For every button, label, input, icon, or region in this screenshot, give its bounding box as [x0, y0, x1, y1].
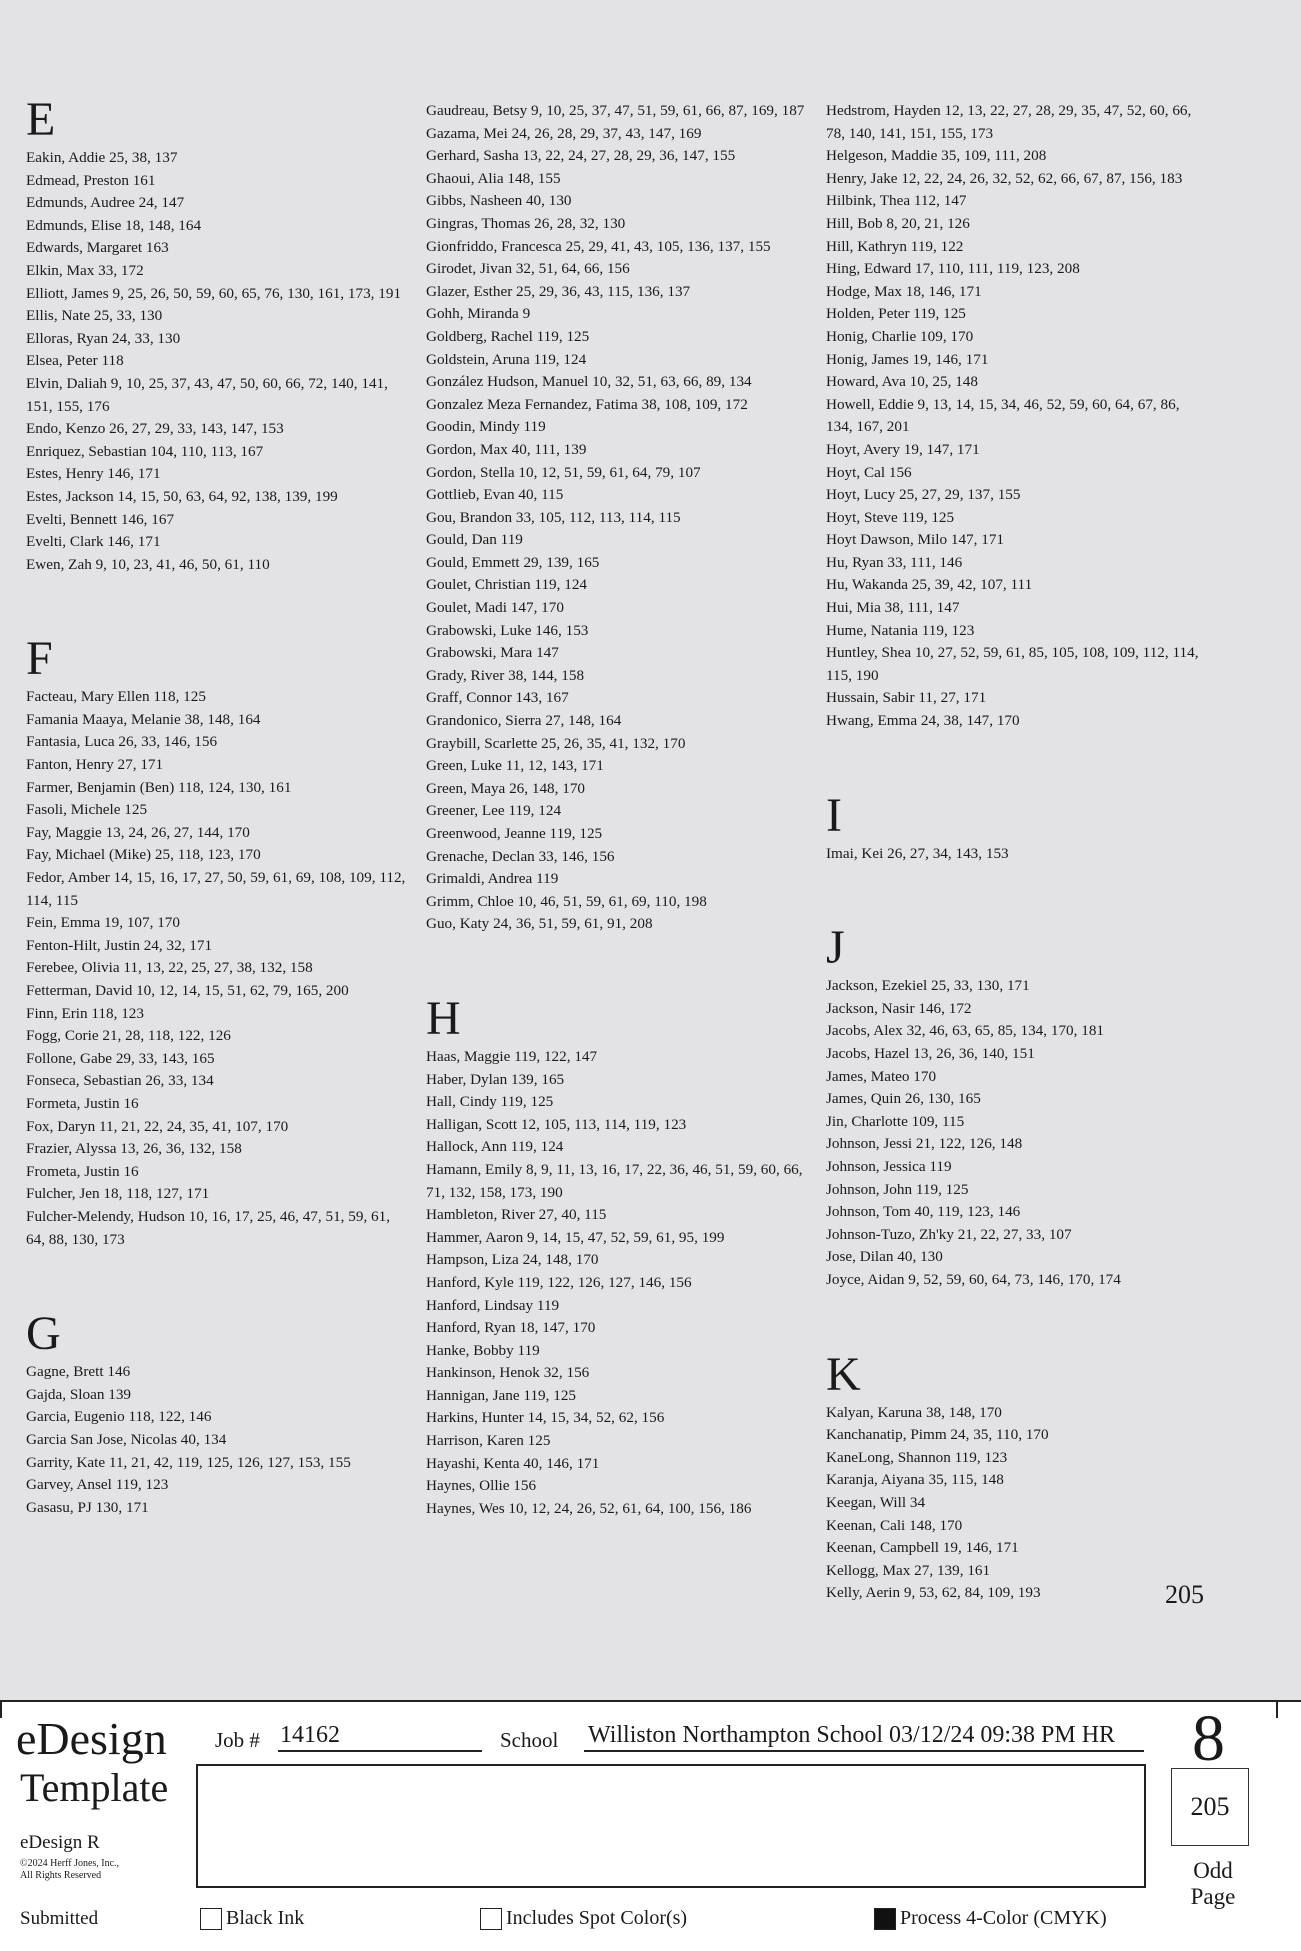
- index-entry: Hill, Kathryn 119, 122: [826, 237, 964, 255]
- section-letter: K: [826, 1347, 861, 1401]
- index-entry: Fulcher, Jen 18, 118, 127, 171: [26, 1185, 210, 1203]
- index-entry: Fogg, Corie 21, 28, 118, 122, 126: [26, 1027, 231, 1045]
- index-entry: Gaudreau, Betsy 9, 10, 25, 37, 47, 51, 59, 61, 66, 87, 169, 187: [426, 102, 805, 119]
- cmyk-checkbox[interactable]: [874, 1908, 896, 1930]
- index-section: [426, 991, 806, 1520]
- index-entry: Jackson, Nasir 146, 172: [826, 999, 972, 1017]
- index-entry: Ghaoui, Alia 148, 155: [426, 169, 561, 187]
- index-entry: Hankinson, Henok 32, 156: [426, 1364, 590, 1382]
- index-entry: Hayashi, Kenta 40, 146, 171: [426, 1454, 600, 1472]
- index-entry: Jackson, Ezekiel 25, 33, 130, 171: [826, 977, 1030, 995]
- index-entry: Frazier, Alyssa 13, 26, 36, 132, 158: [26, 1140, 242, 1158]
- school-label: School: [500, 1728, 559, 1752]
- index-entry: Fay, Maggie 13, 24, 26, 27, 144, 170: [26, 823, 250, 841]
- index-entry: Johnson, Tom 40, 119, 123, 146: [826, 1203, 1021, 1221]
- index-entry: Gohh, Miranda 9: [426, 305, 531, 323]
- school-field[interactable]: Williston Northampton School 03/12/24 09:38 PM HR: [588, 1722, 1116, 1748]
- index-entry: Finn, Erin 118, 123: [26, 1004, 144, 1022]
- index-column-2: [426, 100, 806, 1578]
- school-underline: [584, 1750, 1144, 1752]
- index-section: [426, 100, 806, 936]
- index-entry: Hwang, Emma 24, 38, 147, 170: [826, 712, 1020, 730]
- job-underline: [278, 1750, 482, 1752]
- black-ink-label: Black Ink: [226, 1907, 305, 1929]
- index-entry: Imai, Kei 26, 27, 34, 143, 153: [826, 844, 1009, 862]
- black-ink-checkbox[interactable]: [200, 1908, 222, 1930]
- index-entry: Haynes, Wes 10, 12, 24, 26, 52, 61, 64, 100, 156, 186: [426, 1499, 752, 1517]
- copyright-line-1: ©2024 Herff Jones, Inc.,: [20, 1858, 120, 1869]
- index-entry: Hoyt, Steve 119, 125: [826, 508, 955, 526]
- spot-color-checkbox[interactable]: [480, 1908, 502, 1930]
- index-entry: Jin, Charlotte 109, 115: [826, 1112, 965, 1130]
- index-entry: Hampson, Liza 24, 148, 170: [426, 1251, 599, 1269]
- cmyk-label: Process 4-Color (CMYK): [900, 1907, 1107, 1929]
- index-entry: Goodin, Mindy 119: [426, 418, 546, 436]
- index-entry: Garrity, Kate 11, 21, 42, 119, 125, 126, 127, 153, 155: [26, 1453, 351, 1471]
- page-number-box: 205: [1171, 1768, 1249, 1846]
- index-entry: Hanford, Ryan 18, 147, 170: [426, 1319, 596, 1337]
- index-section: [826, 923, 1206, 1291]
- index-entry: Goulet, Christian 119, 124: [426, 576, 588, 594]
- index-section: [26, 95, 406, 576]
- index-entry: Grenache, Declan 33, 146, 156: [426, 847, 615, 865]
- odd-page-line-1: Odd: [1193, 1858, 1233, 1883]
- submitted-label: Submitted: [20, 1908, 99, 1929]
- index-entry: Gagne, Brett 146: [26, 1363, 131, 1381]
- index-entry: Gionfriddo, Francesca 25, 29, 41, 43, 105, 136, 137, 155: [426, 237, 771, 255]
- index-entry: Johnson, John 119, 125: [826, 1180, 969, 1198]
- index-entry: Harrison, Karen 125: [426, 1432, 551, 1450]
- index-entry: Edwards, Margaret 163: [26, 239, 169, 257]
- index-entry: Grimm, Chloe 10, 46, 51, 59, 61, 69, 110, 198: [426, 892, 707, 910]
- index-entry: Gonzalez Meza Fernandez, Fatima 38, 108, 109, 172: [426, 395, 748, 413]
- index-entry: Edmead, Preston 161: [26, 171, 156, 189]
- index-entry: Howell, Eddie 9, 13, 14, 15, 34, 46, 52, 59, 60, 64, 67, 86, 134, 167, 201: [826, 395, 1180, 436]
- index-entry: Kellogg, Max 27, 139, 161: [826, 1561, 991, 1579]
- index-entry: Elkin, Max 33, 172: [26, 261, 144, 279]
- index-entry: Garcia, Eugenio 118, 122, 146: [26, 1408, 212, 1426]
- index-entry: Hanford, Lindsay 119: [426, 1296, 560, 1314]
- index-entry: Kanchanatip, Pimm 24, 35, 110, 170: [826, 1426, 1049, 1444]
- index-entry: Facteau, Mary Ellen 118, 125: [26, 688, 206, 706]
- index-entry: Hanford, Kyle 119, 122, 126, 127, 146, 156: [426, 1273, 692, 1291]
- edesign-footer: [0, 1700, 1301, 1951]
- index-entry: Hodge, Max 18, 146, 171: [826, 282, 982, 300]
- index-column-1: [26, 95, 406, 1577]
- spot-color-label: Includes Spot Color(s): [506, 1907, 688, 1929]
- index-entry: Gould, Dan 119: [426, 531, 523, 549]
- index-entry: Hannigan, Jane 119, 125: [426, 1386, 577, 1404]
- index-entry: Fedor, Amber 14, 15, 16, 17, 27, 50, 59, 61, 69, 108, 109, 112, 114, 115: [26, 869, 406, 909]
- index-entry: Hoyt, Lucy 25, 27, 29, 137, 155: [826, 486, 1021, 504]
- index-section: [826, 788, 1206, 866]
- index-column-3: [826, 100, 1206, 1663]
- signature-number: 8: [1192, 1702, 1225, 1775]
- section-letter: E: [26, 93, 56, 146]
- index-entry: Henry, Jake 12, 22, 24, 26, 32, 52, 62, 66, 67, 87, 156, 183: [826, 169, 1183, 187]
- index-entry: González Hudson, Manuel 10, 32, 51, 63, 66, 89, 134: [426, 373, 752, 391]
- index-entry: Estes, Jackson 14, 15, 50, 63, 64, 92, 138, 139, 199: [26, 487, 338, 505]
- index-entry: Hoyt Dawson, Milo 147, 171: [826, 531, 1005, 549]
- index-entry: Gibbs, Nasheen 40, 130: [426, 192, 572, 210]
- section-letter: H: [426, 991, 461, 1045]
- index-entry: Goulet, Madi 147, 170: [426, 599, 564, 617]
- index-entry: Fenton-Hilt, Justin 24, 32, 171: [26, 936, 213, 954]
- section-letter: I: [826, 788, 842, 842]
- index-entry: Green, Luke 11, 12, 143, 171: [426, 757, 604, 775]
- index-entry: Formeta, Justin 16: [26, 1094, 139, 1112]
- index-entry: Helgeson, Maddie 35, 109, 111, 208: [826, 147, 1047, 165]
- index-entry: Gingras, Thomas 26, 28, 32, 130: [426, 214, 626, 232]
- brand-edesign: eDesign: [16, 1713, 167, 1764]
- index-entry: Hanke, Bobby 119: [426, 1341, 540, 1359]
- index-entry: Gottlieb, Evan 40, 115: [426, 486, 564, 504]
- index-entry: Gordon, Stella 10, 12, 51, 59, 61, 64, 79, 107: [426, 463, 701, 481]
- index-entry: Hallock, Ann 119, 124: [426, 1138, 564, 1156]
- index-section: [26, 634, 406, 1251]
- index-entry: Hu, Ryan 33, 111, 146: [826, 553, 963, 571]
- index-entry: Edmunds, Elise 18, 148, 164: [26, 216, 202, 234]
- index-entry: Elsea, Peter 118: [26, 352, 124, 370]
- index-entry: Green, Maya 26, 148, 170: [426, 779, 586, 797]
- index-entry: Endo, Kenzo 26, 27, 29, 33, 143, 147, 153: [26, 420, 284, 438]
- index-entry: Glazer, Esther 25, 29, 36, 43, 115, 136, 137: [426, 282, 691, 300]
- copyright: [20, 1858, 160, 1882]
- index-entry: Fasoli, Michele 125: [26, 801, 148, 819]
- index-entry: Karanja, Aiyana 35, 115, 148: [826, 1471, 1004, 1489]
- footer-top-rule: [0, 1700, 1301, 1702]
- index-entry: Fonseca, Sebastian 26, 33, 134: [26, 1072, 214, 1090]
- index-entry: Hui, Mia 38, 111, 147: [826, 599, 960, 617]
- index-entry: Hilbink, Thea 112, 147: [826, 192, 967, 210]
- index-entry: Fox, Daryn 11, 21, 22, 24, 35, 41, 107, 170: [26, 1117, 289, 1135]
- index-entry: Hall, Cindy 119, 125: [426, 1093, 554, 1111]
- index-entry: Goldberg, Rachel 119, 125: [426, 327, 590, 345]
- index-entry: Honig, Charlie 109, 170: [826, 327, 974, 345]
- index-entry: Jacobs, Alex 32, 46, 63, 65, 85, 134, 170, 181: [826, 1022, 1105, 1040]
- index-entry: Hambleton, River 27, 40, 115: [426, 1206, 607, 1224]
- index-entry: Grabowski, Mara 147: [426, 644, 559, 662]
- index-entry: Edmunds, Audree 24, 147: [26, 194, 185, 212]
- index-entry: Hoyt, Avery 19, 147, 171: [826, 440, 980, 458]
- section-letter: F: [26, 632, 53, 686]
- index-entry: Enriquez, Sebastian 104, 110, 113, 167: [26, 442, 264, 460]
- index-entry: Kalyan, Karuna 38, 148, 170: [826, 1403, 1002, 1421]
- index-entry: Follone, Gabe 29, 33, 143, 165: [26, 1049, 215, 1067]
- copyright-line-2: All Rights Reserved: [20, 1870, 102, 1881]
- notes-box[interactable]: [196, 1764, 1146, 1888]
- index-entry: Famania Maaya, Melanie 38, 148, 164: [26, 710, 261, 728]
- index-entry: Ewen, Zah 9, 10, 23, 41, 46, 50, 61, 110: [26, 555, 270, 573]
- index-entry: Elloras, Ryan 24, 33, 130: [26, 329, 181, 347]
- index-entry: Guo, Katy 24, 36, 51, 59, 61, 91, 208: [426, 915, 653, 933]
- index-entry: Honig, James 19, 146, 171: [826, 350, 989, 368]
- index-entry: James, Mateo 170: [826, 1067, 937, 1085]
- crop-mark-left: [0, 1700, 2, 1718]
- index-entry: Eakin, Addie 25, 38, 137: [26, 149, 178, 166]
- index-entry: Haber, Dylan 139, 165: [426, 1070, 565, 1088]
- index-entry: Elliott, James 9, 25, 26, 50, 59, 60, 65, 76, 130, 161, 173, 191: [26, 284, 402, 302]
- index-entry: Farmer, Benjamin (Ben) 118, 124, 130, 161: [26, 778, 292, 796]
- index-entry: Hammer, Aaron 9, 14, 15, 47, 52, 59, 61, 95, 199: [426, 1228, 725, 1246]
- index-entry: Frometa, Justin 16: [26, 1162, 139, 1180]
- odd-page-label: [1180, 1858, 1246, 1910]
- index-entry: Hu, Wakanda 25, 39, 42, 107, 111: [826, 576, 1033, 594]
- index-entry: Graybill, Scarlette 25, 26, 35, 41, 132, 170: [426, 734, 686, 752]
- section-letter: G: [26, 1307, 61, 1361]
- index-entry: James, Quin 26, 130, 165: [826, 1090, 981, 1108]
- index-entry: Gordon, Max 40, 111, 139: [426, 440, 587, 458]
- index-entry: Ellis, Nate 25, 33, 130: [26, 307, 163, 325]
- index-entry: Gerhard, Sasha 13, 22, 24, 27, 28, 29, 36, 147, 155: [426, 147, 736, 165]
- page-number: 205: [1165, 1580, 1204, 1609]
- index-entry: Hoyt, Cal 156: [826, 463, 912, 481]
- index-entry: Grady, River 38, 144, 158: [426, 666, 585, 684]
- index-entry: Grandonico, Sierra 27, 148, 164: [426, 712, 622, 730]
- index-section: [26, 1309, 406, 1519]
- index-entry: Johnson, Jessi 21, 122, 126, 148: [826, 1135, 1023, 1153]
- odd-page-line-2: Page: [1190, 1884, 1236, 1909]
- index-entry: Graff, Connor 143, 167: [426, 689, 569, 707]
- job-number-field[interactable]: 14162: [280, 1722, 340, 1748]
- index-entry: Elvin, Daliah 9, 10, 25, 37, 43, 47, 50, 60, 66, 72, 140, 141, 151, 155, 176: [26, 374, 388, 415]
- index-entry: Gasasu, PJ 130, 171: [26, 1498, 149, 1516]
- index-entry: Jose, Dilan 40, 130: [826, 1248, 943, 1266]
- section-letter: J: [826, 921, 845, 975]
- index-entry: Haas, Maggie 119, 122, 147: [426, 1047, 598, 1065]
- index-entry: Howard, Ava 10, 25, 148: [826, 373, 978, 391]
- index-entry: Kelly, Aerin 9, 53, 62, 84, 109, 193: [826, 1584, 1041, 1602]
- index-entry: Garcia San Jose, Nicolas 40, 134: [26, 1430, 227, 1448]
- index-entry: Holden, Peter 119, 125: [826, 305, 966, 323]
- index-entry: Fay, Michael (Mike) 25, 118, 123, 170: [26, 846, 261, 864]
- index-entry: Greenwood, Jeanne 119, 125: [426, 825, 603, 842]
- index-entry: Estes, Henry 146, 171: [26, 465, 161, 483]
- index-entry: Evelti, Clark 146, 171: [26, 533, 161, 551]
- index-entry: Gould, Emmett 29, 139, 165: [426, 553, 600, 571]
- index-entry: Fantasia, Luca 26, 33, 146, 156: [26, 733, 218, 751]
- index-entry: Keegan, Will 34: [826, 1493, 926, 1511]
- index-entry: Haynes, Ollie 156: [426, 1477, 537, 1495]
- index-section: [826, 1347, 1206, 1605]
- index-entry: Harkins, Hunter 14, 15, 34, 52, 62, 156: [426, 1409, 665, 1427]
- index-entry: Grimaldi, Andrea 119: [426, 870, 559, 888]
- index-entry: Keenan, Campbell 19, 146, 171: [826, 1539, 1019, 1557]
- index-section: [826, 100, 1206, 733]
- index-entry: Hedstrom, Hayden 12, 13, 22, 27, 28, 29, 35, 47, 52, 60, 66, 78, 140, 141, 151, 155, 173: [826, 102, 1192, 142]
- index-entry: Goldstein, Aruna 119, 124: [426, 350, 587, 368]
- index-entry: Hume, Natania 119, 123: [826, 621, 975, 639]
- index-entry: Huntley, Shea 10, 27, 52, 59, 61, 85, 105, 108, 109, 112, 114, 115, 190: [826, 644, 1199, 684]
- index-entry: Jacobs, Hazel 13, 26, 36, 140, 151: [826, 1045, 1035, 1062]
- index-entry: Keenan, Cali 148, 170: [826, 1516, 963, 1534]
- index-entry: Hussain, Sabir 11, 27, 171: [826, 689, 987, 707]
- index-entry: Gou, Brandon 33, 105, 112, 113, 114, 115: [426, 508, 681, 526]
- index-entry: Grabowski, Luke 146, 153: [426, 621, 589, 639]
- brand-edesign-r: eDesign R: [20, 1832, 100, 1853]
- index-entry: Fein, Emma 19, 107, 170: [26, 914, 180, 932]
- index-entry: Garvey, Ansel 119, 123: [26, 1476, 169, 1494]
- index-entry: Greener, Lee 119, 124: [426, 802, 562, 820]
- brand-template: Template: [20, 1765, 169, 1810]
- index-entry: Johnson-Tuzo, Zh'ky 21, 22, 27, 33, 107: [826, 1225, 1072, 1243]
- index-entry: Gazama, Mei 24, 26, 28, 29, 37, 43, 147, 169: [426, 124, 702, 142]
- index-entry: Johnson, Jessica 119: [826, 1157, 952, 1175]
- job-label: Job #: [215, 1728, 260, 1752]
- index-entry: Gajda, Sloan 139: [26, 1385, 132, 1403]
- index-entry: Joyce, Aidan 9, 52, 59, 60, 64, 73, 146, 170, 174: [826, 1270, 1121, 1288]
- index-entry: Fetterman, David 10, 12, 14, 15, 51, 62, 79, 165, 200: [26, 982, 349, 999]
- crop-mark-right: [1276, 1700, 1278, 1718]
- index-entry: Girodet, Jivan 32, 51, 64, 66, 156: [426, 260, 630, 278]
- index-entry: Hill, Bob 8, 20, 21, 126: [826, 214, 970, 232]
- index-entry: KaneLong, Shannon 119, 123: [826, 1448, 1008, 1466]
- index-entry: Hing, Edward 17, 110, 111, 119, 123, 208: [826, 260, 1080, 278]
- index-entry: Halligan, Scott 12, 105, 113, 114, 119, 123: [426, 1115, 687, 1133]
- index-entry: Evelti, Bennett 146, 167: [26, 510, 175, 528]
- index-entry: Ferebee, Olivia 11, 13, 22, 25, 27, 38, 132, 158: [26, 959, 313, 977]
- index-entry: Fanton, Henry 27, 171: [26, 756, 164, 774]
- index-entry: Hamann, Emily 8, 9, 11, 13, 16, 17, 22, 36, 46, 51, 59, 60, 66, 71, 132, 158, 173, 190: [426, 1160, 803, 1201]
- index-entry: Fulcher-Melendy, Hudson 10, 16, 17, 25, 46, 47, 51, 59, 61, 64, 88, 130, 173: [26, 1207, 391, 1248]
